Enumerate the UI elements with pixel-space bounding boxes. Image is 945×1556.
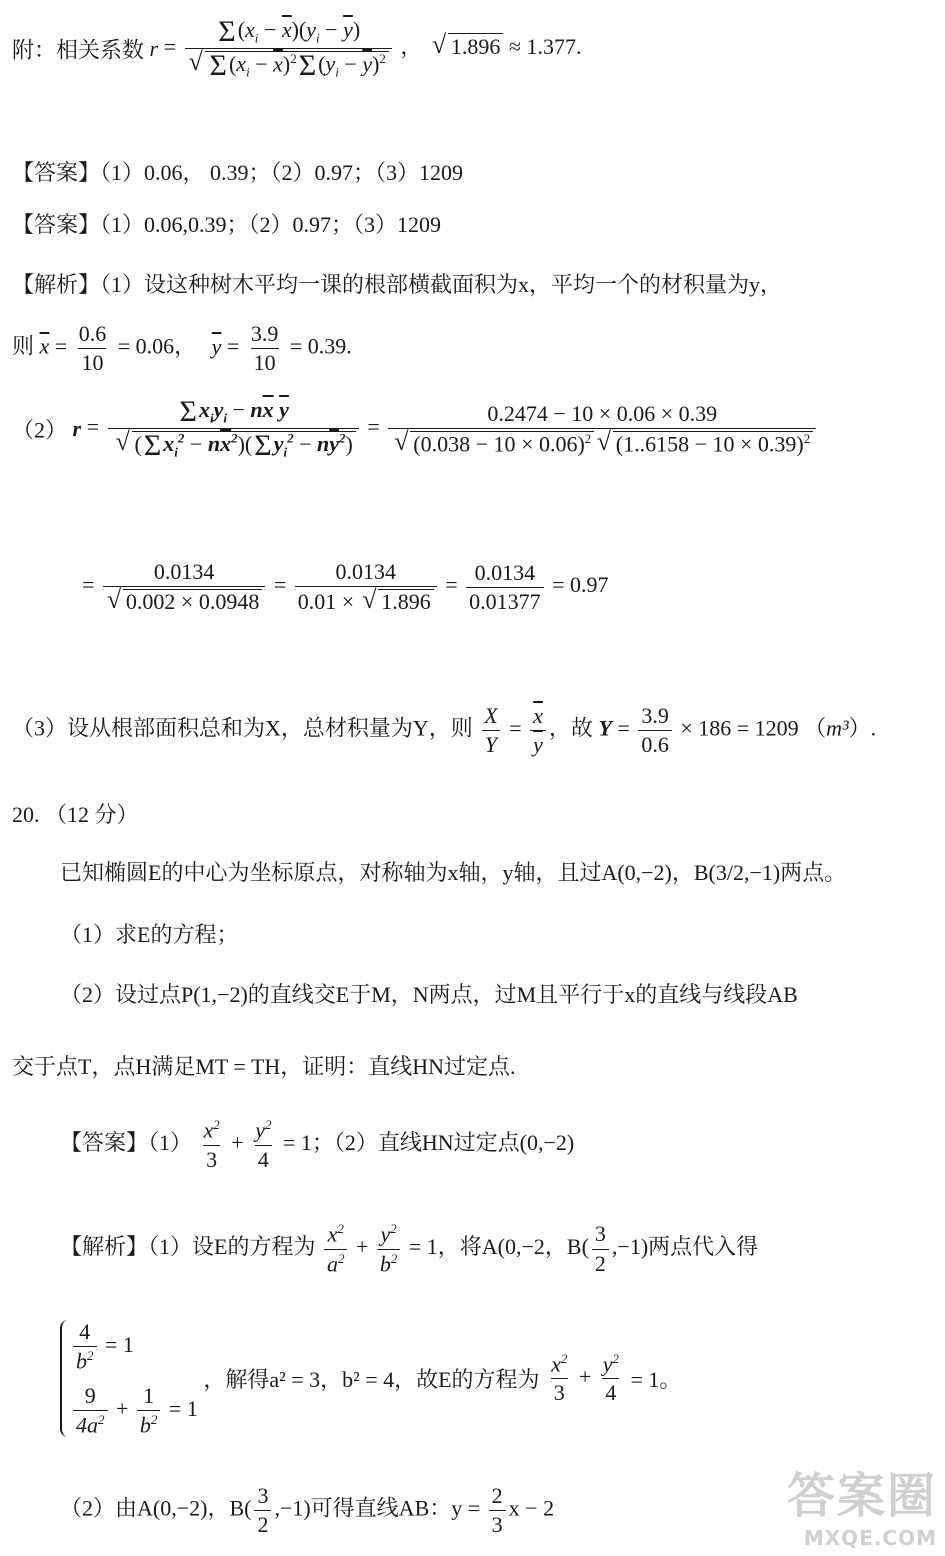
step2-num: 0.0134 xyxy=(335,559,396,584)
answer-text: （1）0.06， 0.39；（2）0.97；（3）1209 xyxy=(100,160,464,185)
answer-tag: 【答案】 xyxy=(12,212,101,237)
part3-den: 0.6 xyxy=(638,730,672,757)
analysis2-text-c: ,−1)两点代入得 xyxy=(611,1234,759,1260)
analysis2-line1: 【解析】（1）设E的方程为 $\frac{x^2}{a^2}$ + $\frac{y^2}{b^2}$ = 1，将A(0,−2，B( $\frac{3}{2}$ ,−1)两点代入得 xyxy=(60,1221,759,1276)
step2-den-a: 0.01 × xyxy=(297,589,355,615)
analysis2-line3: （2）由A(0,−2)，B( $\frac{3}{2}$ ,−1)可得直线AB：y = $\frac{2}{3}$ x − 2 xyxy=(60,1483,555,1538)
answer-text: （1）0.06,0.39；（2）0.97；（3）1209 xyxy=(100,212,442,237)
step3-num: 0.0134 xyxy=(474,559,536,585)
ybar-den: 10 xyxy=(251,348,279,375)
q20-sub1: （1）求E的方程； xyxy=(60,922,239,947)
approx-value: 1.377 xyxy=(526,33,576,59)
part2-den-a: (0.038 − 10 × 0.06) xyxy=(413,431,585,457)
part3-num: 3.9 xyxy=(641,703,669,728)
analysis2-text-b: = 1，将A(0,−2，B( xyxy=(408,1234,589,1260)
xbar-value: 0.06 xyxy=(135,333,175,359)
q20-sub2b: 交于点T，点H满足MT = TH，证明：直线HN过定点. xyxy=(12,1054,516,1079)
part2-label: （2） xyxy=(12,417,68,443)
watermark-small: MXQE.COM xyxy=(803,1526,937,1550)
part3-text: （3）设从根部面积总和为X，总材积量为Y，则 xyxy=(12,715,473,741)
answer-line-1 xyxy=(12,156,945,187)
appendix-tail: . xyxy=(576,33,582,59)
step1-den: √ 0.002 × 0.0948 xyxy=(123,589,262,614)
part2-numerator: 0.2474 − 10 × 0.06 × 0.39 xyxy=(487,400,718,426)
q20-stem: 已知椭圆E的中心为坐标原点，对称轴为x轴，y轴，且过A(0,−2)，B(3/2,−1)两点。 xyxy=(60,860,847,885)
answer-p1: （1） xyxy=(148,1129,193,1155)
watermark-big: 答案圈 xyxy=(786,1468,937,1524)
mean-prefix: 则 xyxy=(12,333,35,359)
part2-den-b: (1..6158 − 10 × 0.39) xyxy=(615,431,804,457)
part3-line: （3）设从根部面积总和为X，总材积量为Y，则 $\frac{X}{Y}$ = $\frac{\overline{x}}{y}$ ，故 Y = $\frac{3.9}{0.6}$ × 186 = 1209 （m³）. xyxy=(12,703,877,758)
appendix-line: 附：相关系数 r = $\Sigma(x_i - \overline{x})(y_i - \overline{y})$ √ $\Sigma(x_i - \overline{x})^2\Sigma(y_i - \overline{y})^2$ ， √ 1.896 ≈ 1.377. xyxy=(12,18,945,80)
answer-tag: 【答案】 xyxy=(12,160,101,185)
part3-times: × 186 = 1209 xyxy=(680,715,799,741)
sqrt-value: √ 1.896 xyxy=(448,33,504,60)
analysis-tag: 【解析】 xyxy=(60,1234,149,1260)
step2-den-b: √ 1.896 xyxy=(378,589,434,614)
line3-c: x − 2 xyxy=(508,1495,555,1521)
ybar-value: 0.39 xyxy=(307,333,347,359)
q20-header xyxy=(12,798,945,829)
analysis-tag: 【解析】 xyxy=(12,272,101,297)
step3-den: 0.01377 xyxy=(466,587,544,614)
ybar-num: 3.9 xyxy=(250,321,279,346)
answer-p2: = 1；（2）直线HN过定点(0,−2) xyxy=(282,1129,575,1155)
step1-num: 0.0134 xyxy=(153,559,215,584)
system-eq-one: = 1。 xyxy=(630,1367,682,1393)
answer-line-3: 【答案】（1） $\frac{x^2}{3}$ + $\frac{y^2}{4}$ = 1；（2）直线HN过定点(0,−2) xyxy=(60,1117,575,1172)
xbar-den: 10 xyxy=(78,348,106,375)
appendix-label: 附：相关系数 xyxy=(12,37,145,63)
answer-tag: 【答案】 xyxy=(60,1129,149,1155)
correlation-formula: $\Sigma(x_i - \overline{x})(y_i - \overline{y})$ √ $\Sigma(x_i - \overline{x})^2\Sigma(y_i - \overline{y})^2$ xyxy=(185,18,392,80)
line3-a: （2）由A(0,−2)，B( xyxy=(60,1495,252,1521)
part2-formula: （2） r = $\Sigma x_iy_i - n\overline{x}$ $\overline{y}$ √ $(\Sigma x_i^2 - n\overline{x}^2)(\Sigma y_i^2 - n\overline{y}^2)$ = 0.2474 − 10 × 0.06 × 0.39 √ $(0.038 - 10 \times 0.06)^2$ √ $(1..6158 - 10 \times 0.39)^2$ xyxy=(12,398,945,460)
part3-unit: m³ xyxy=(826,715,849,741)
watermark-logo xyxy=(787,1457,937,1550)
part2-result: 0.97 xyxy=(570,572,609,598)
q20-number: 20. xyxy=(12,802,40,827)
mean-equations: 则 $\overline{x}$ = $\frac{0.6}{10}$ = 0.06， $\overline{y}$ = $\frac{3.9}{10}$ = 0.39. xyxy=(12,321,352,376)
xbar-num: 0.6 xyxy=(78,321,107,346)
analysis-text: （1）设这种树木平均一课的根部横截面积为x，平均一个的材积量为y， xyxy=(100,272,783,297)
q20-score: （12 分） xyxy=(45,802,139,827)
q20-sub2a: （2）设过点P(1,−2)的直线交E于M，N两点，过M且平行于x的直线与线段AB xyxy=(60,982,798,1007)
part2-steps: = 0.0134 √ 0.002 × 0.0948 = $\frac{0.0134}{0.01 \times √ 1.896}$ = $\frac{0.0134}{0.01377}$ = 0.97 xyxy=(82,560,945,614)
line3-b: ,−1)可得直线AB：y = xyxy=(274,1495,481,1521)
equation-system: $\frac{4}{b^2}$ = 1 $\frac{9}{4a^2}$ + $\frac{1}{b^2}$ = 1 ，解得a² = 3，b² = 4，故E的方程为 $\frac{x^2}{3}$ + $\frac{y^2}{4}$ = 1。 xyxy=(60,1320,945,1437)
system-result: ，解得a² = 3，b² = 4，故E的方程为 xyxy=(203,1367,540,1393)
answer-line-2 xyxy=(12,208,945,239)
part3-mid: ，故 xyxy=(548,715,593,741)
analysis2-text-a: （1）设E的方程为 xyxy=(148,1234,316,1260)
analysis-line-1 xyxy=(12,268,945,299)
